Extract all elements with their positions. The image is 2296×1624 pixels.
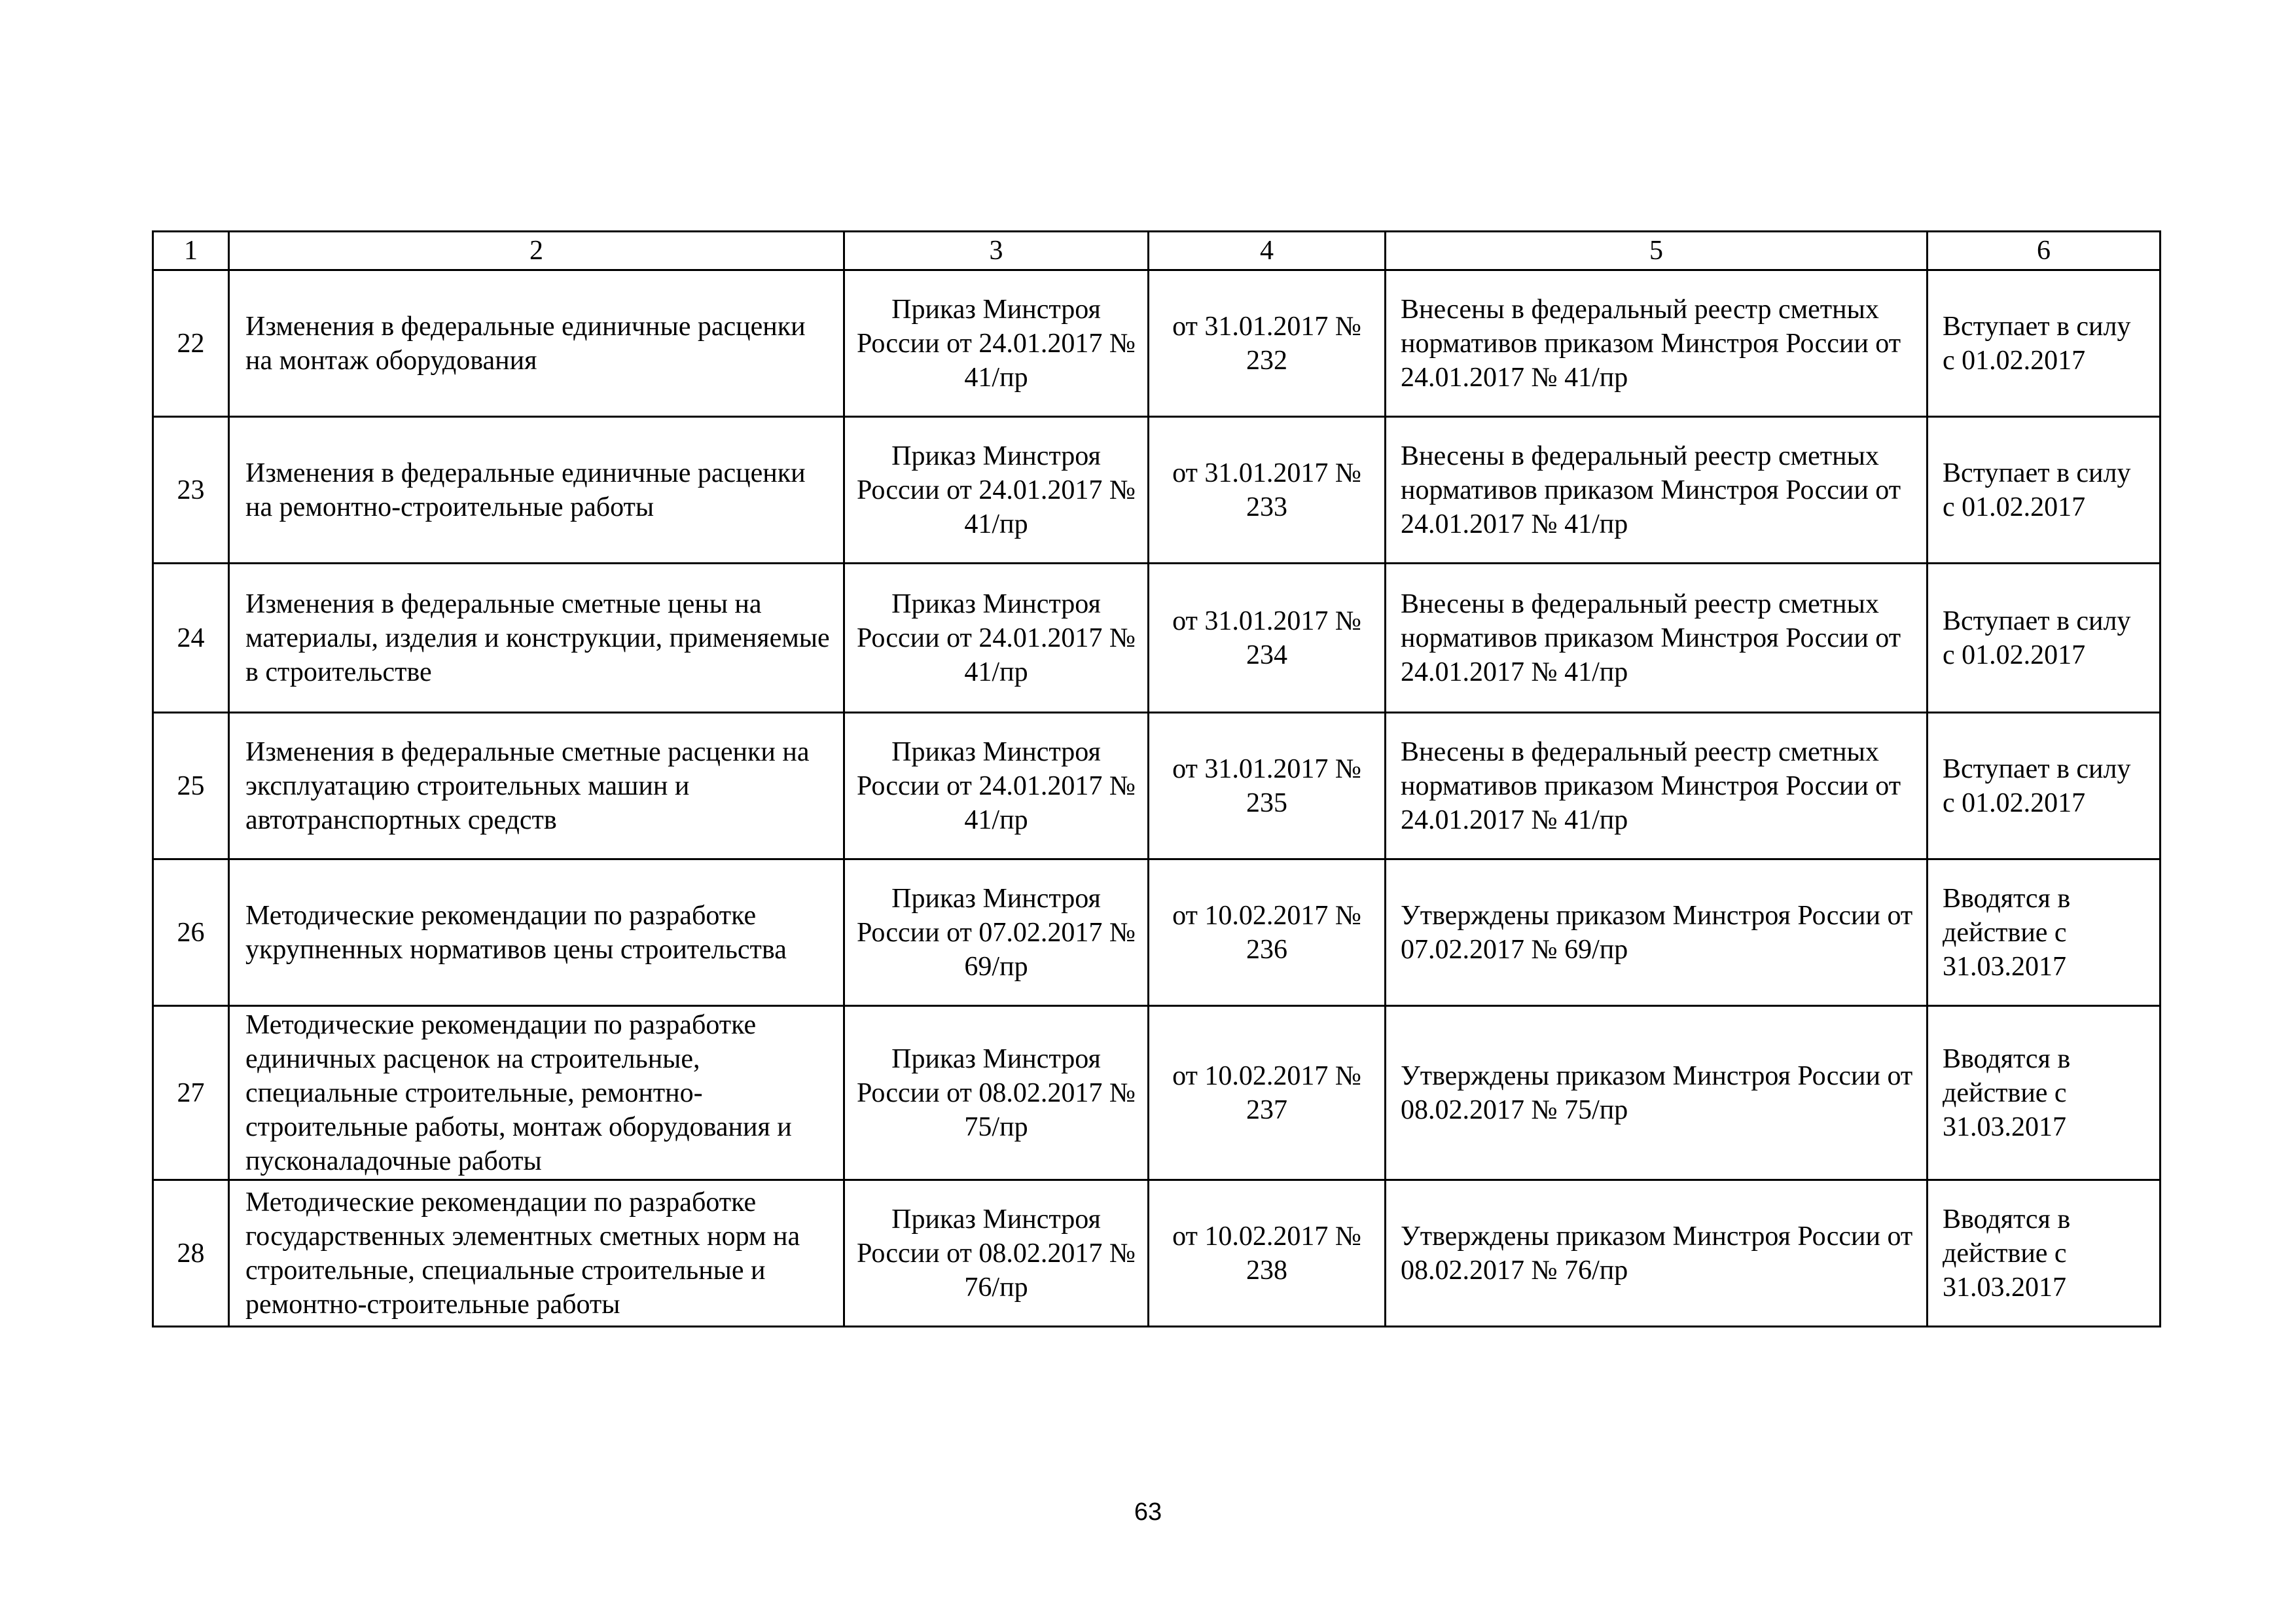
column-number-5: 5 (1386, 232, 1928, 270)
approval-order: Приказ Минстроя России от 08.02.2017 № 76/пр (844, 1180, 1149, 1327)
effective-status: Вступает в силу с 01.02.2017 (1928, 417, 2161, 564)
table-row (153, 564, 2161, 713)
approval-order: Приказ Минстроя России от 24.01.2017 № 41/пр (844, 270, 1149, 417)
registration-number: от 31.01.2017 № 232 (1149, 270, 1386, 417)
table-header-row (153, 232, 2161, 270)
row-number: 26 (153, 859, 229, 1006)
table-row (153, 1180, 2161, 1327)
effective-status: Вводятся в действие с 31.03.2017 (1928, 859, 2161, 1006)
registry-table (152, 230, 2161, 1327)
row-number: 28 (153, 1180, 229, 1327)
row-number: 23 (153, 417, 229, 564)
registry-note: Утверждены приказом Минстроя России от 07.02.2017 № 69/пр (1386, 859, 1928, 1006)
approval-order: Приказ Минстроя России от 24.01.2017 № 41/пр (844, 564, 1149, 713)
effective-status: Вводятся в действие с 31.03.2017 (1928, 1006, 2161, 1180)
approval-order: Приказ Минстроя России от 24.01.2017 № 41/пр (844, 417, 1149, 564)
registration-number: от 10.02.2017 № 236 (1149, 859, 1386, 1006)
registration-number: от 31.01.2017 № 235 (1149, 713, 1386, 859)
effective-status: Вступает в силу с 01.02.2017 (1928, 713, 2161, 859)
registry-note: Утверждены приказом Минстроя России от 08.02.2017 № 76/пр (1386, 1180, 1928, 1327)
document-title: Изменения в федеральные единичные расценки на ремонтно-строительные работы (229, 417, 844, 564)
document-title: Методические рекомендации по разработке укрупненных нормативов цены строительства (229, 859, 844, 1006)
registration-number: от 10.02.2017 № 238 (1149, 1180, 1386, 1327)
effective-status: Вводятся в действие с 31.03.2017 (1928, 1180, 2161, 1327)
table-row (153, 1006, 2161, 1180)
effective-status: Вступает в силу с 01.02.2017 (1928, 564, 2161, 713)
page-number: 63 (1134, 1498, 1162, 1526)
registry-note: Утверждены приказом Минстроя России от 08.02.2017 № 75/пр (1386, 1006, 1928, 1180)
approval-order: Приказ Минстроя России от 07.02.2017 № 69/пр (844, 859, 1149, 1006)
table-row (153, 859, 2161, 1006)
document-title: Методические рекомендации по разработке единичных расценок на строительные, специальные строительные, ремонтно-строительные работы, монтаж оборудования и пусконаладочные работы (229, 1006, 844, 1180)
row-number: 27 (153, 1006, 229, 1180)
column-number-1: 1 (153, 232, 229, 270)
approval-order: Приказ Минстроя России от 08.02.2017 № 75/пр (844, 1006, 1149, 1180)
document-title: Изменения в федеральные сметные расценки на эксплуатацию строительных машин и автотранспортных средств (229, 713, 844, 859)
column-number-3: 3 (844, 232, 1149, 270)
document-title: Методические рекомендации по разработке государственных элементных сметных норм на строительные, специальные строительные и ремонтно-строительные работы (229, 1180, 844, 1327)
row-number: 25 (153, 713, 229, 859)
approval-order: Приказ Минстроя России от 24.01.2017 № 41/пр (844, 713, 1149, 859)
registry-note: Внесены в федеральный реестр сметных нормативов приказом Минстроя России от 24.01.2017 № 41/пр (1386, 270, 1928, 417)
document-title: Изменения в федеральные сметные цены на материалы, изделия и конструкции, применяемые в строительстве (229, 564, 844, 713)
registration-number: от 31.01.2017 № 234 (1149, 564, 1386, 713)
column-number-4: 4 (1149, 232, 1386, 270)
row-number: 24 (153, 564, 229, 713)
column-number-6: 6 (1928, 232, 2161, 270)
table-row (153, 270, 2161, 417)
row-number: 22 (153, 270, 229, 417)
column-number-2: 2 (229, 232, 844, 270)
registration-number: от 10.02.2017 № 237 (1149, 1006, 1386, 1180)
registry-note: Внесены в федеральный реестр сметных нормативов приказом Минстроя России от 24.01.2017 № 41/пр (1386, 564, 1928, 713)
table-row (153, 713, 2161, 859)
registration-number: от 31.01.2017 № 233 (1149, 417, 1386, 564)
table-row (153, 417, 2161, 564)
effective-status: Вступает в силу с 01.02.2017 (1928, 270, 2161, 417)
registry-note: Внесены в федеральный реестр сметных нормативов приказом Минстроя России от 24.01.2017 № 41/пр (1386, 713, 1928, 859)
registry-note: Внесены в федеральный реестр сметных нормативов приказом Минстроя России от 24.01.2017 № 41/пр (1386, 417, 1928, 564)
document-title: Изменения в федеральные единичные расценки на монтаж оборудования (229, 270, 844, 417)
